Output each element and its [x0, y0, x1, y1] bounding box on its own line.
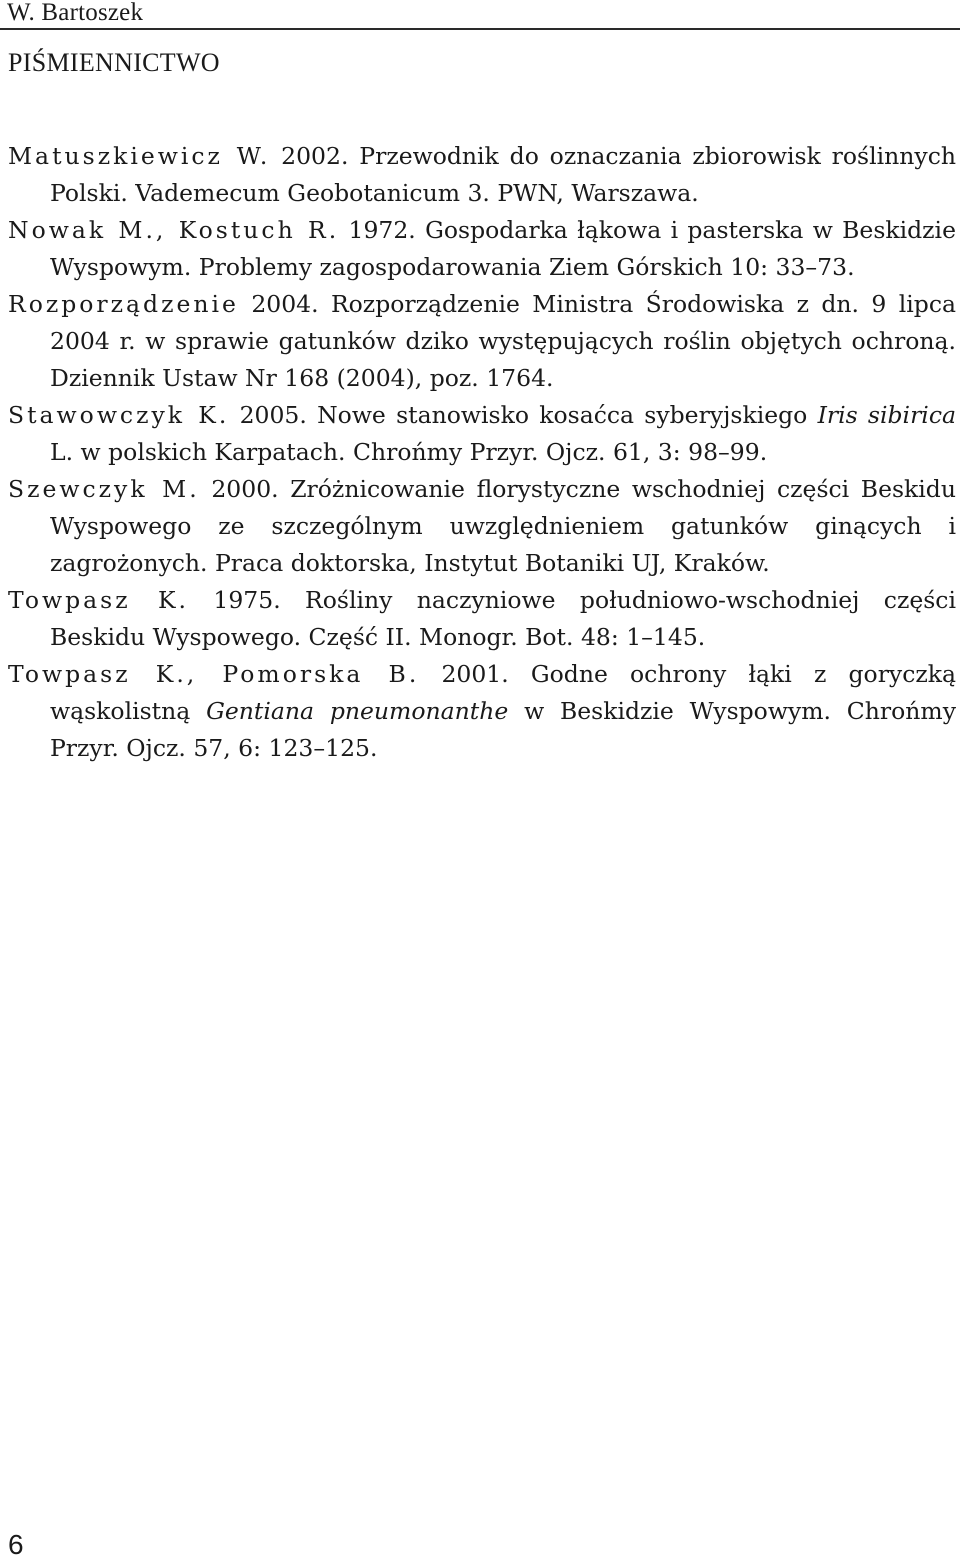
- reference-author: Matuszkiewicz W.: [8, 142, 271, 170]
- reference-author: Szewczyk M.: [8, 475, 200, 503]
- reference-towpasz-pomorska-2001: [8, 656, 956, 767]
- reference-text-continued: w Beskidzie Wyspowym. Chrońmy Przyr. Ojcz. 57, 6: 123–125.: [50, 697, 956, 762]
- running-head: W. Bartoszek: [7, 0, 144, 26]
- reference-author: Rozporządzenie: [8, 290, 239, 318]
- reference-author: Towpasz K., Pomorska B.: [8, 660, 420, 688]
- reference-szewczyk-2000: [8, 471, 956, 582]
- header-rule: [0, 28, 960, 30]
- reference-text-continued: L. w polskich Karpatach. Chrońmy Przyr. Ojcz. 61, 3: 98–99.: [50, 438, 768, 466]
- page-number: 6: [8, 1529, 24, 1560]
- reference-stawowczyk-2005: [8, 397, 956, 471]
- reference-text: 1975. Rośliny naczyniowe południowo-wschodniej części Beskidu Wyspowego. Część II. Monogr. Bot. 48: 1–145.: [50, 586, 956, 651]
- reference-text: 1972. Gospodarka łąkowa i pasterska w Beskidzie Wyspowym. Problemy zagospodarowania Ziem Górskich 10: 33–73.: [50, 216, 956, 281]
- reference-text: 2000. Zróżnicowanie florystyczne wschodniej części Beskidu Wyspowego ze szczególnym uwzględnieniem gatunków ginących i zagrożonych. Praca doktorska, Instytut Botaniki UJ, Kraków.: [50, 475, 956, 577]
- reference-rozporzadzenie-2004: [8, 286, 956, 397]
- reference-matuszkiewicz-2002: [8, 138, 956, 212]
- reference-text: 2004. Rozporządzenie Ministra Środowiska z dn. 9 lipca 2004 r. w sprawie gatunków dziko występujących roślin objętych ochroną. Dziennik Ustaw Nr 168 (2004), poz. 1764.: [50, 290, 956, 392]
- reference-taxon-italic: Iris sibirica: [817, 401, 956, 429]
- reference-text: 2002. Przewodnik do oznaczania zbiorowisk roślinnych Polski. Vademecum Geobotanicum 3. PWN, Warszawa.: [50, 142, 956, 207]
- reference-towpasz-1975: [8, 582, 956, 656]
- reference-text: 2005. Nowe stanowisko kosaćca syberyjskiego: [229, 401, 818, 429]
- reference-list: [8, 138, 956, 767]
- reference-author: Stawowczyk K.: [8, 401, 230, 429]
- reference-nowak-kostuch-1972: [8, 212, 956, 286]
- section-title: PIŚMIENNICTWO: [8, 48, 220, 77]
- reference-author: Towpasz K.: [8, 586, 190, 614]
- reference-author: Nowak M., Kostuch R.: [8, 216, 340, 244]
- reference-taxon-italic: Gentiana pneumonanthe: [206, 697, 509, 725]
- reference-text: 2001. Godne ochrony łąki z goryczką wąskolistną: [50, 660, 956, 725]
